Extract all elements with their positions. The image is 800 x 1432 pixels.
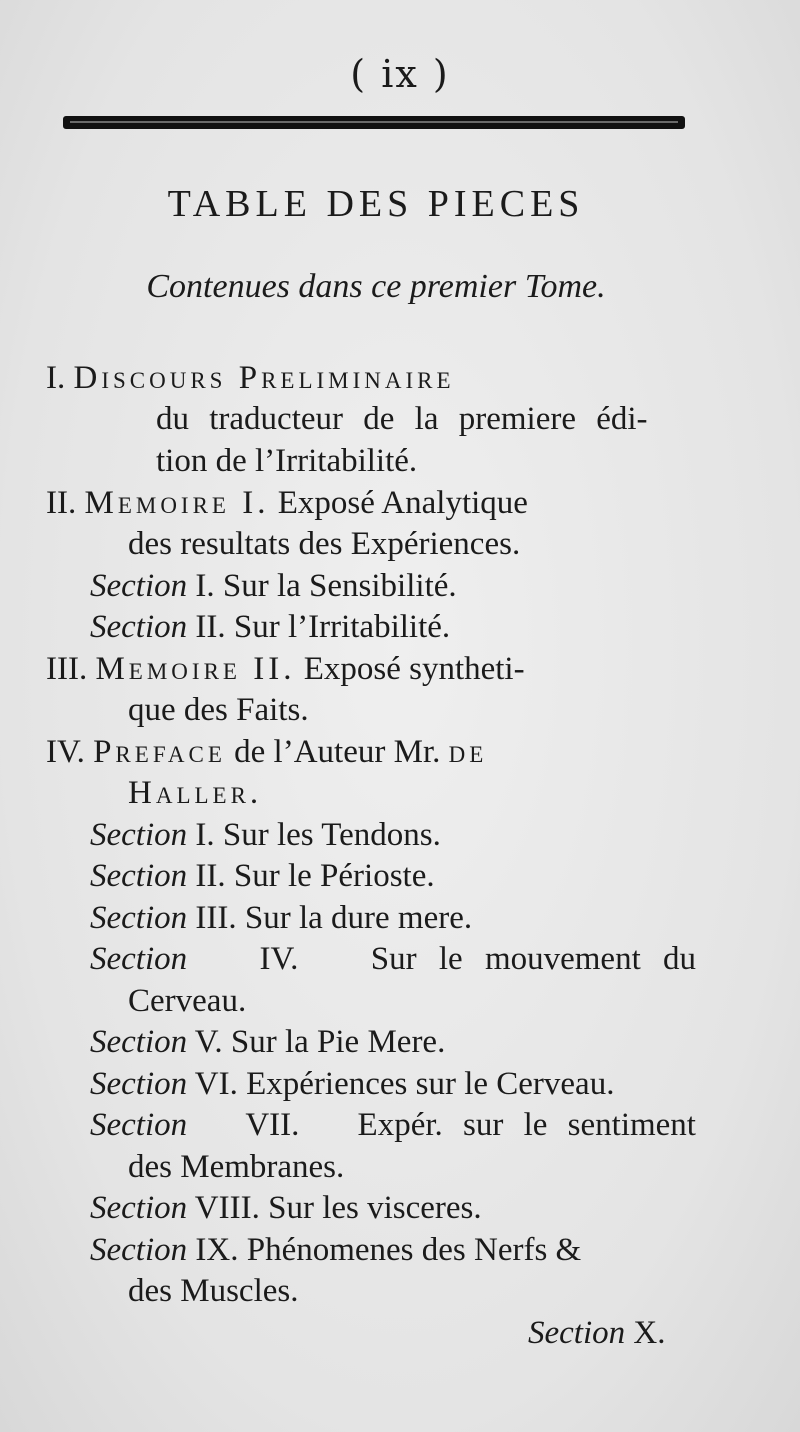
toc-entry-2: [46, 487, 528, 520]
section-label: Section: [90, 1232, 188, 1268]
entry-heading: Memoire I.: [84, 485, 270, 521]
toc-entry-4-line-2: Haller.: [128, 775, 263, 811]
catchword-label: Section: [528, 1315, 626, 1351]
section-number: I.: [195, 817, 215, 853]
entry-text: de: [448, 734, 488, 770]
toc-entry-1-line-3: tion de l’Irritabilité.: [156, 443, 418, 479]
section-text: Sur l’Irritabilité.: [233, 609, 451, 645]
section-continuation: Cerveau.: [128, 983, 247, 1019]
section-text: Sur les visceres.: [268, 1190, 482, 1226]
section-label: Section: [90, 900, 188, 936]
entry-heading: Discours Preliminaire: [73, 360, 455, 396]
entry-number: IV.: [46, 734, 85, 770]
section-label: Section: [90, 817, 188, 853]
section-label: Section: [90, 568, 188, 604]
section-number: IV.: [259, 941, 299, 977]
section-line: [90, 902, 472, 935]
entry-number: II.: [46, 485, 77, 521]
section-label: Section: [90, 941, 188, 977]
section-line: [90, 1026, 445, 1059]
entry-heading: Preface: [93, 734, 226, 770]
toc-entry-3-line-2: que des Faits.: [128, 692, 309, 728]
section-text: Sur le mouvement du: [370, 941, 696, 977]
section-line: [90, 1192, 482, 1225]
entry-number: III.: [46, 651, 88, 687]
toc-entry-2-line-2: des resultats des Expériences.: [128, 526, 521, 562]
section-text: Sur le Périoste.: [233, 858, 435, 894]
toc-entry-1-line-2: [156, 403, 696, 436]
section-label: Section: [90, 858, 188, 894]
section-text: Sur la Sensibilité.: [222, 568, 457, 604]
section-text: Sur la dure mere.: [244, 900, 473, 936]
entry-text: du traducteur de la premiere édi-: [156, 401, 648, 437]
section-number: II.: [195, 609, 226, 645]
section-label: Section: [90, 609, 188, 645]
section-line: [90, 860, 435, 893]
entry-text: Exposé syntheti-: [303, 651, 525, 687]
section-text: Sur la Pie Mere.: [230, 1024, 446, 1060]
section-number: I.: [195, 568, 215, 604]
section-number: IX.: [195, 1232, 239, 1268]
section-label: Section: [90, 1190, 188, 1226]
section-text: Sur les Tendons.: [222, 817, 441, 853]
section-number: VI.: [194, 1066, 238, 1102]
page-title: TABLE DES PIECES: [167, 183, 585, 225]
entry-number: I.: [46, 360, 66, 396]
section-number: VIII.: [194, 1190, 260, 1226]
section-continuation: des Muscles.: [128, 1273, 299, 1309]
section-line: [90, 943, 696, 976]
entry-text: Exposé Analytique: [277, 485, 528, 521]
section-label: Section: [90, 1024, 188, 1060]
entry-heading: Memoire II.: [95, 651, 296, 687]
section-number: III.: [195, 900, 237, 936]
section-line: [90, 611, 450, 644]
section-number: V.: [194, 1024, 223, 1060]
toc-entry-3: [46, 653, 525, 686]
entry-text: de l’Auteur Mr.: [234, 734, 441, 770]
section-continuation: des Membranes.: [128, 1149, 345, 1185]
section-number: VII.: [245, 1107, 300, 1143]
section-text: Phénomenes des Nerfs &: [246, 1232, 582, 1268]
section-line: [90, 1109, 696, 1142]
section-line: [90, 1234, 581, 1267]
page-subtitle: Contenues dans ce premier Tome.: [146, 268, 606, 305]
section-line: [90, 819, 441, 852]
page-number: ( ix ): [350, 52, 450, 96]
section-label: Section: [90, 1107, 188, 1143]
section-line: [90, 570, 457, 603]
toc-entry-4: [46, 736, 487, 769]
section-label: Section: [90, 1066, 188, 1102]
section-text: Expériences sur le Cerveau.: [246, 1066, 615, 1102]
section-number: II.: [195, 858, 226, 894]
catchword-number: X.: [633, 1315, 666, 1351]
section-line: [90, 1068, 614, 1101]
header-rule: [64, 117, 684, 128]
toc-entry-1: [46, 362, 455, 395]
catchword: [528, 1315, 665, 1352]
section-text: Expér. sur le sentiment: [357, 1107, 696, 1143]
